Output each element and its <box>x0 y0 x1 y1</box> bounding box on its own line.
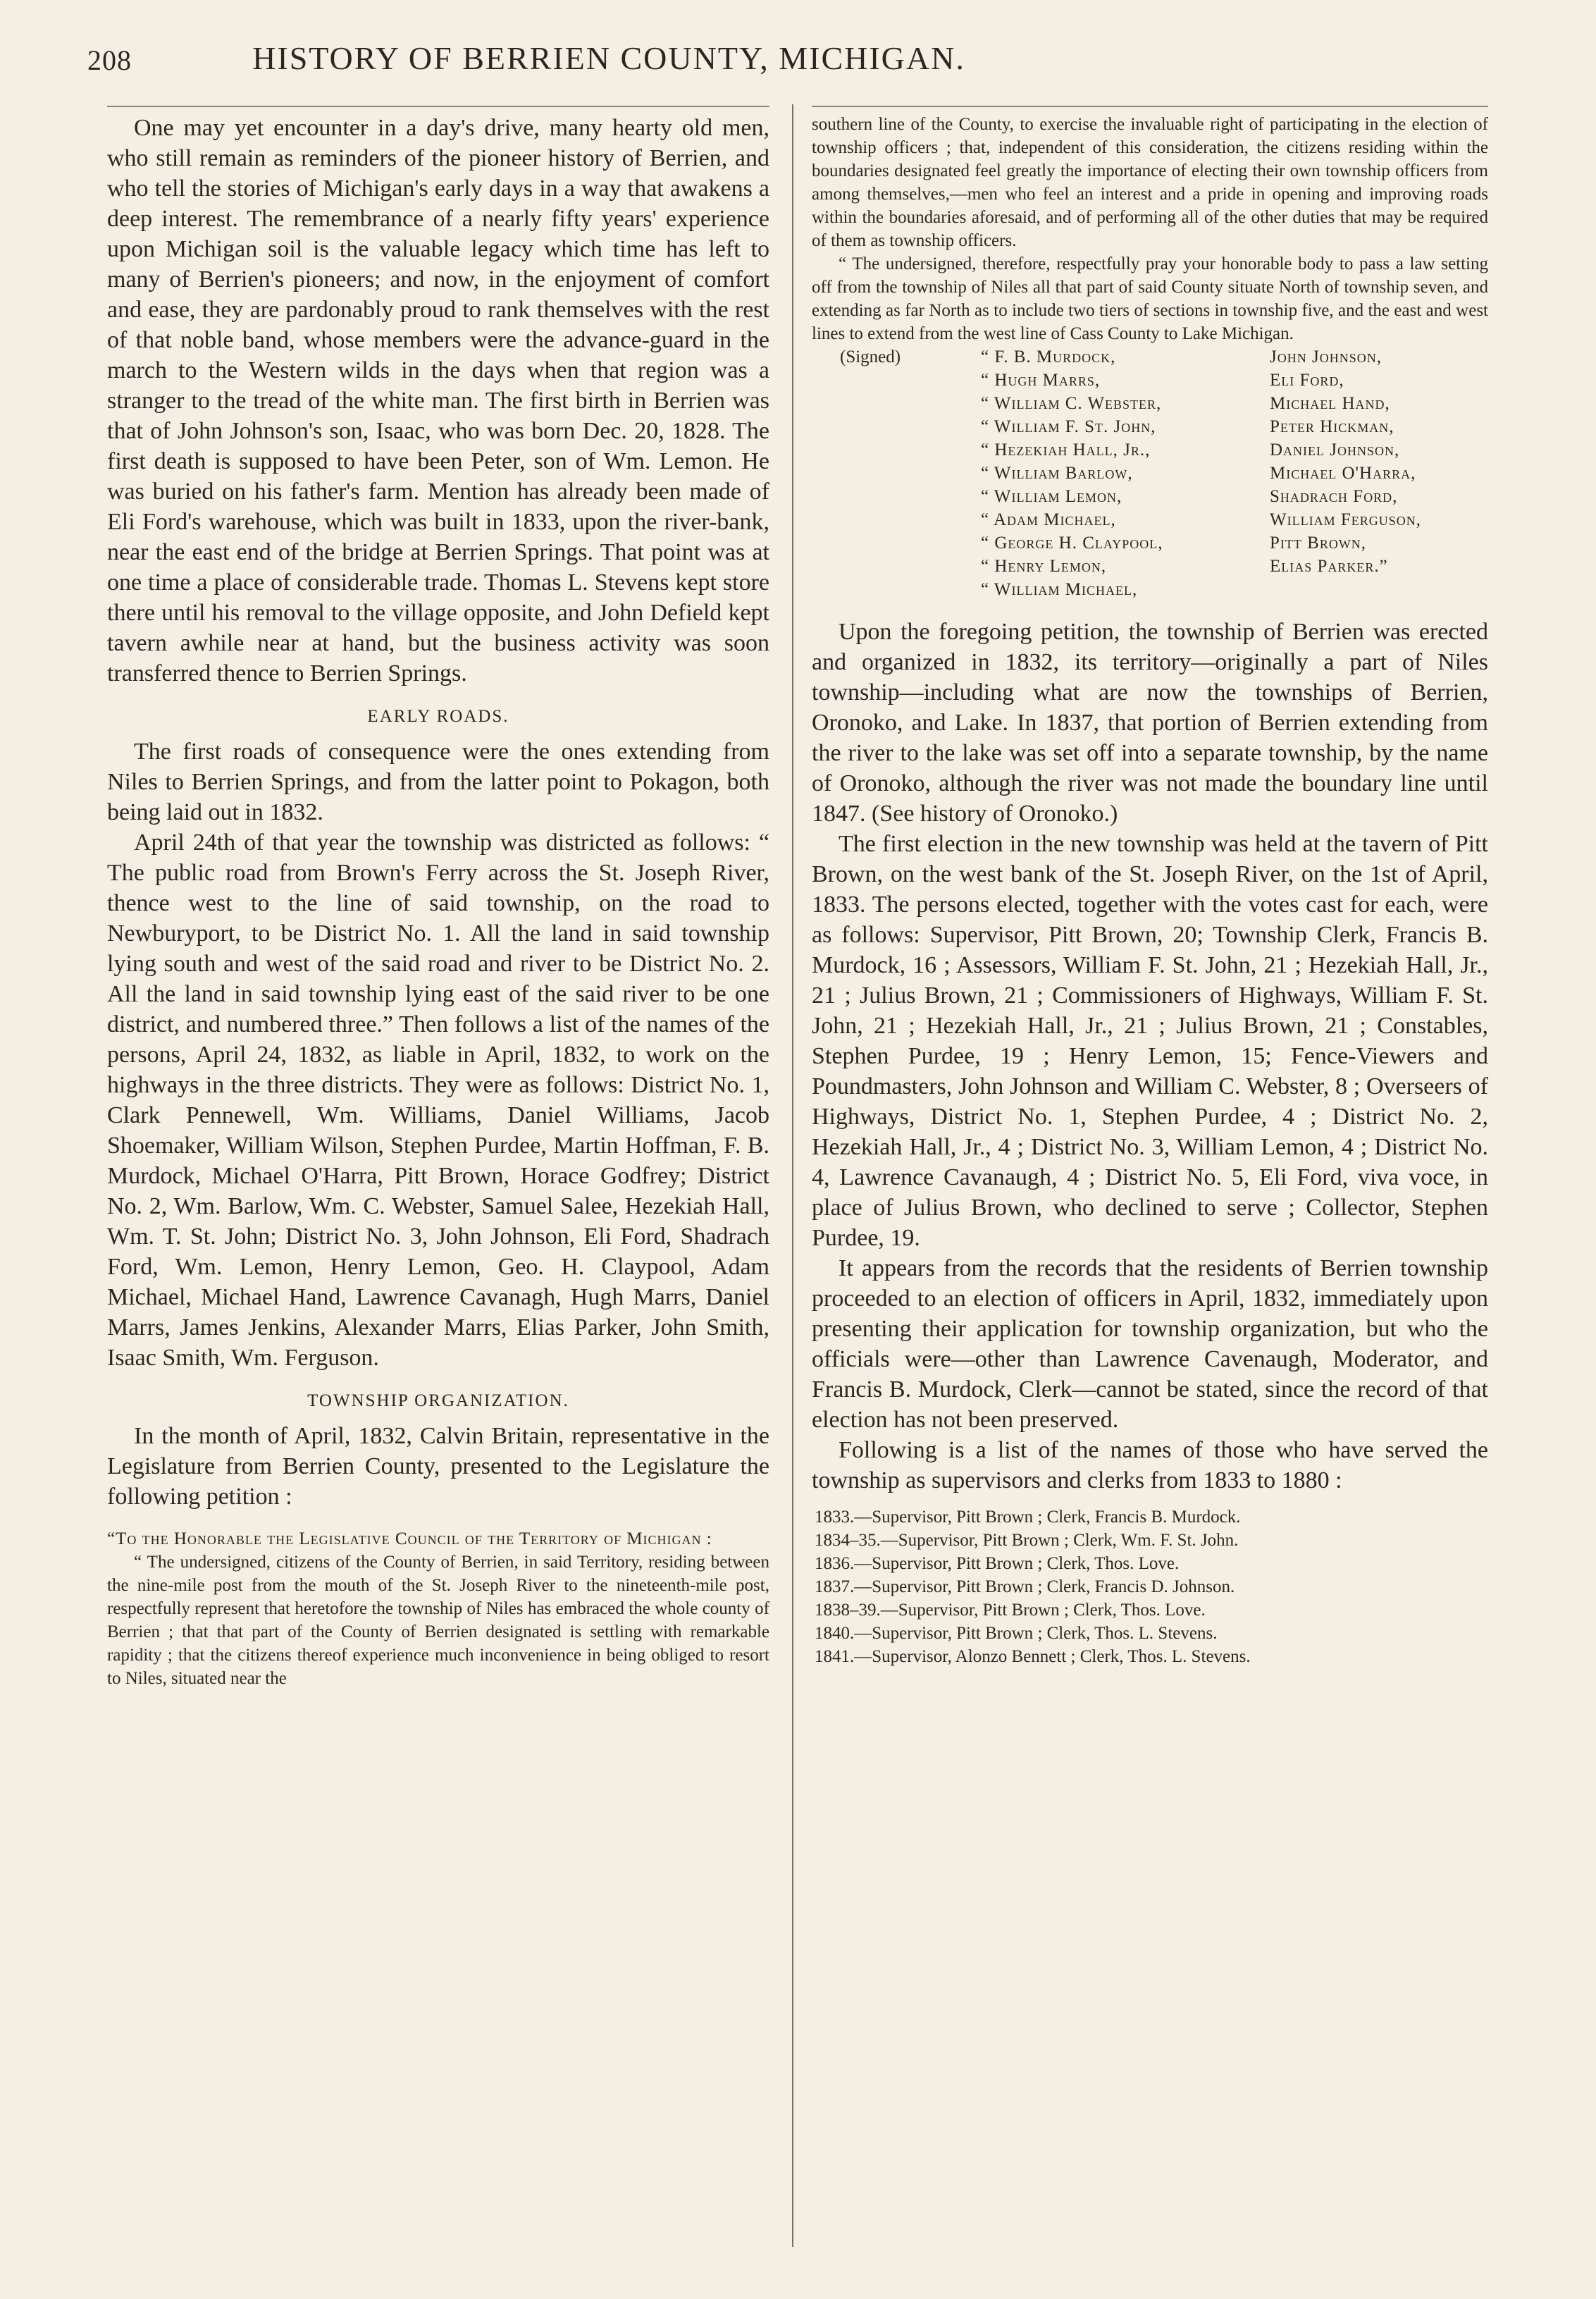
petition-continued: southern line of the County, to exercise the invaluable right of participating in the election of township officers ; that, independent of this consideration, the citizens residing within the boundaries designated feel greatly the importance of electing their own township officers from among themselves,—men who feel an interest and a pride in opening and improving roads within the boundaries aforesaid, and of performing all of the other duties that may be required of them as township officers. <box>812 115 1488 250</box>
signer: Elias Parker.” <box>1270 557 1388 576</box>
signer: Daniel Johnson, <box>1270 440 1400 460</box>
first-election-paragraph: The first election in the new township was held at the tavern of Pitt Brown, on the west bank of the St. Joseph River, on the 1st of April, 1833. The persons elected, together with the votes cast for each, were as follows: Supervisor, Pitt Brown, 20; Township Clerk, Francis B. Murdock, 16 ; Assessors, William F. St. John, 21 ; Hezekiah Hall, Jr., 21 ; Julius Brown, 21 ; Commissioners of Highways, William F. St. John, 21 ; Hezekiah Hall, Jr., 21 ; Julius Brown, 21 ; Constables, Stephen Purdee, 19 ; Henry Lemon, 15; Fence-Viewers and Poundmasters, John Johnson and William C. Webster, 8 ; Overseers of Highways, District No. 1, Stephen Purdee, 4 ; District No. 2, Hezekiah Hall, Jr., 4 ; District No. 3, William Lemon, 4 ; District No. 4, Lawrence Cavanaugh, 4 ; District No. 5, Eli Ford, viva voce, in place of Julius Brown, who declined to serve ; Collector, Stephen Purdee, 19. <box>812 831 1488 1251</box>
records-paragraph: It appears from the records that the residents of Berrien township proceeded to an election of officers in April, 1832, immediately upon presenting their application for township organization, but who the officials were—other than Lawrence Cavenaugh, Moderator, and Francis B. Murdock, Clerk—cannot be stated, since the record of that election has not been preserved. <box>812 1255 1488 1433</box>
signer: Shadrach Ford, <box>1270 487 1398 506</box>
signer: “ F. B. Murdock, <box>981 347 1116 366</box>
signer: William Ferguson, <box>1270 510 1421 529</box>
signer: “ William Michael, <box>981 580 1138 599</box>
page-number: 208 <box>87 44 132 76</box>
signer: “ William F. St. John, <box>981 417 1156 436</box>
left-rule <box>107 106 769 107</box>
petition-body: “ The undersigned, citizens of the County of Berrien, in said Territory, residing between the nine-mile post from the mouth of the St. Joseph River to the nineteenth-mile post, respectfully represent that heretofore the township of Niles has embraced the whole county of Berrien ; that that part of the County of Berrien designated is settling with remarkable rapidity ; that the citizens thereof experience much inconvenience in being obliged to resort to Niles, situated near the <box>107 1553 769 1688</box>
section-heading-early-roads: EARLY ROADS. <box>367 707 509 726</box>
officers-list <box>812 1505 1488 1668</box>
page-header <box>87 39 1130 82</box>
signer: “ Hezekiah Hall, Jr., <box>981 440 1151 460</box>
signer: “ George H. Claypool, <box>981 534 1163 553</box>
signer: “ William C. Webster, <box>981 394 1162 413</box>
signer: John Johnson, <box>1270 347 1382 366</box>
list-item: 1837.—Supervisor, Pitt Brown ; Clerk, Francis D. Johnson. <box>815 1577 1235 1596</box>
list-item: 1834–35.—Supervisor, Pitt Brown ; Clerk, Wm. F. St. John. <box>815 1531 1239 1550</box>
signer: Michael O'Harra, <box>1270 464 1416 483</box>
signer: Pitt Brown, <box>1270 534 1367 553</box>
signer: Peter Hickman, <box>1270 417 1394 436</box>
list-item: 1841.—Supervisor, Alonzo Bennett ; Clerk, Thos. L. Stevens. <box>815 1647 1251 1666</box>
districts-paragraph: April 24th of that year the township was districted as follows: “ The public road from Brown's Ferry across the St. Joseph River, thence west to the line of said township, on the road to Newburyport, to be District No. 1. All the land in said township lying south and west of the said road and river to be District No. 2. All the land in said township lying east of the said river to be one district, and numbered three.” Then follows a list of the names of the persons, April 24, 1832, as liable in April, 1832, to work on the highways in the three districts. They were as follows: District No. 1, Clark Pennewell, Wm. Williams, Daniel Williams, Jacob Shoemaker, William Wilson, Stephen Purdee, Martin Hoffman, F. B. Murdock, Michael O'Harra, Pitt Brown, Horace Godfrey; District No. 2, Wm. Barlow, Wm. C. Webster, Samuel Salee, Hezekiah Hall, Wm. T. St. John; District No. 3, John Johnson, Eli Ford, Shadrach Ford, Wm. Lemon, Henry Lemon, Geo. H. Claypool, Adam Michael, Michael Hand, Lawrence Cavanagh, Hugh Marrs, Daniel Marrs, James Jenkins, Alexander Marrs, Elias Parker, John Smith, Isaac Smith, Wm. Ferguson. <box>107 830 769 1371</box>
signer: “ Henry Lemon, <box>981 557 1107 576</box>
petition-address: “To the Honorable the Legislative Council of the Territory of Michigan : <box>107 1529 712 1548</box>
signer: “ William Lemon, <box>981 487 1122 506</box>
signer: Michael Hand, <box>1270 394 1390 413</box>
list-item: 1840.—Supervisor, Pitt Brown ; Clerk, Thos. L. Stevens. <box>815 1624 1218 1643</box>
township-erected-paragraph: Upon the foregoing petition, the township of Berrien was erected and organized in 1832, its territory—originally a part of Niles township—including what are now the townships of Berrien, Oronoko, and Lake. In 1837, that portion of Berrien extending from the river to the lake was set off into a separate township, by the name of Oronoko, although the river was not made the boundary line until 1847. (See history of Oronoko.) <box>812 619 1488 827</box>
signers-column-a <box>981 345 1270 601</box>
signatures-block <box>812 345 1488 601</box>
petition-prayer: “ The undersigned, therefore, respectfully pray your honorable body to pass a law setting off from the township of Niles all that part of said County situate North of township seven, and extending as far North as to include two tiers of sections in township five, and the east and west lines to extend from the west line of Cass County to Lake Michigan. <box>812 254 1488 343</box>
signed-label: (Signed) <box>840 347 901 366</box>
section-heading-township-organization: TOWNSHIP ORGANIZATION. <box>307 1391 569 1410</box>
right-rule <box>812 106 1488 107</box>
petition-intro-paragraph: In the month of April, 1832, Calvin Britain, representative in the Legislature from Berrien County, presented to the Legislature the following petition : <box>107 1423 769 1510</box>
list-item: 1838–39.—Supervisor, Pitt Brown ; Clerk, Thos. Love. <box>815 1601 1206 1620</box>
signer: Eli Ford, <box>1270 371 1344 390</box>
list-item: 1833.—Supervisor, Pitt Brown ; Clerk, Francis B. Murdock. <box>815 1508 1241 1527</box>
roads-paragraph: The first roads of consequence were the ones extending from Niles to Berrien Springs, and from the latter point to Pokagon, both being laid out in 1832. <box>107 739 769 825</box>
signer: “ William Barlow, <box>981 464 1133 483</box>
signers-column-b <box>1270 345 1488 601</box>
right-column <box>812 113 1488 1668</box>
officers-intro-paragraph: Following is a list of the names of those who have served the township as supervisors and clerks from 1833 to 1880 : <box>812 1437 1488 1493</box>
list-item: 1836.—Supervisor, Pitt Brown ; Clerk, Thos. Love. <box>815 1554 1180 1573</box>
signer: “ Hugh Marrs, <box>981 371 1101 390</box>
signer: “ Adam Michael, <box>981 510 1116 529</box>
column-divider <box>792 104 793 2247</box>
running-title: HISTORY OF BERRIEN COUNTY, MICHIGAN. <box>252 40 965 76</box>
left-column <box>107 113 769 1690</box>
intro-paragraph: One may yet encounter in a day's drive, many hearty old men, who still remain as reminders of the pioneer history of Berrien, and who tell the stories of Michigan's early days in a way that awakens a deep interest. The remembrance of a nearly fifty years' experience upon Michigan soil is the valuable legacy which time has left to many of Berrien's pioneers; and now, in the enjoyment of comfort and ease, they are pardonably proud to rank themselves with the rest of that noble band, whose members were the advance-guard in the march to the Western wilds in the days when that region was a stranger to the tread of the white man. The first birth in Berrien was that of John Johnson's son, Isaac, who was born Dec. 20, 1828. The first death is supposed to have been Peter, son of Wm. Lemon. He was buried on his father's farm. Mention has already been made of Eli Ford's warehouse, which was built in 1833, upon the river-bank, near the east end of the bridge at Berrien Springs. That point was at one time a place of considerable trade. Thomas L. Stevens kept store there until his removal to the village opposite, and John Defield kept tavern awhile near at hand, but the business activity was soon transferred thence to Berrien Springs. <box>107 115 769 686</box>
